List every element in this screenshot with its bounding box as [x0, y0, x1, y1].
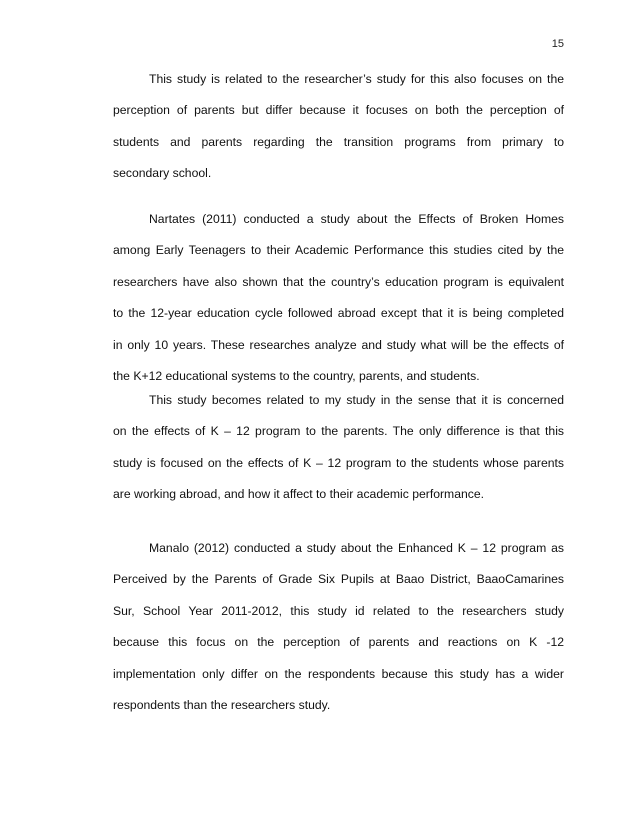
paragraph-3-line-2: on the effects of K – 12 program to the parents. The only difference is that this	[113, 424, 564, 439]
paragraph-3-line-4: are working abroad, and how it affect to their academic performance.	[113, 487, 485, 502]
paragraph-4-line-4: because this focus on the perception of parents and reactions on K -12	[113, 635, 564, 650]
paragraph-2-line-4: to the 12-year education cycle followed abroad except that it is being completed	[113, 306, 564, 321]
paragraph-2	[113, 204, 564, 392]
paragraph-2-line-6: the K+12 educational systems to the country, parents, and students.	[113, 368, 480, 383]
paragraph-1-line-4: secondary school.	[113, 166, 212, 181]
paragraph-3	[113, 385, 564, 511]
paragraph-2-line-3: researchers have also shown that the country’s education program is equivalent	[113, 274, 564, 289]
paragraph-4-line-6: respondents than the researchers study.	[113, 697, 331, 712]
paragraph-1-line-3: students and parents regarding the transition programs from primary to	[113, 134, 564, 149]
paragraph-1-line-2: perception of parents but differ because it focuses on both the perception of	[113, 103, 564, 118]
paragraph-1	[113, 64, 564, 190]
paragraph-4-line-3: Sur, School Year 2011-2012, this study id related to the researchers study	[113, 603, 564, 618]
page-number: 15	[551, 38, 564, 50]
paragraph-3-line-3: study is focused on the effects of K – 12 program to the students whose parents	[113, 455, 564, 470]
paragraph-4-line-5: implementation only differ on the respondents because this study has a wider	[113, 666, 564, 681]
paragraph-2-line-2: among Early Teenagers to their Academic Performance this studies cited by the	[113, 243, 564, 258]
paragraph-3-line-1: This study becomes related to my study in the sense that it is concerned	[149, 393, 564, 407]
paragraph-2-line-5: in only 10 years. These researches analyze and study what will be the effects of	[113, 337, 564, 352]
paragraph-1-line-1: This study is related to the researcher’s study for this also focuses on the	[149, 72, 564, 86]
paragraph-2-line-1: Nartates (2011) conducted a study about the Effects of Broken Homes	[149, 212, 564, 226]
paragraph-4-line-2: Perceived by the Parents of Grade Six Pupils at Baao District, BaaoCamarines	[113, 572, 564, 587]
paragraph-4-line-1: Manalo (2012) conducted a study about the Enhanced K – 12 program as	[149, 541, 564, 555]
paragraph-4	[113, 533, 564, 721]
